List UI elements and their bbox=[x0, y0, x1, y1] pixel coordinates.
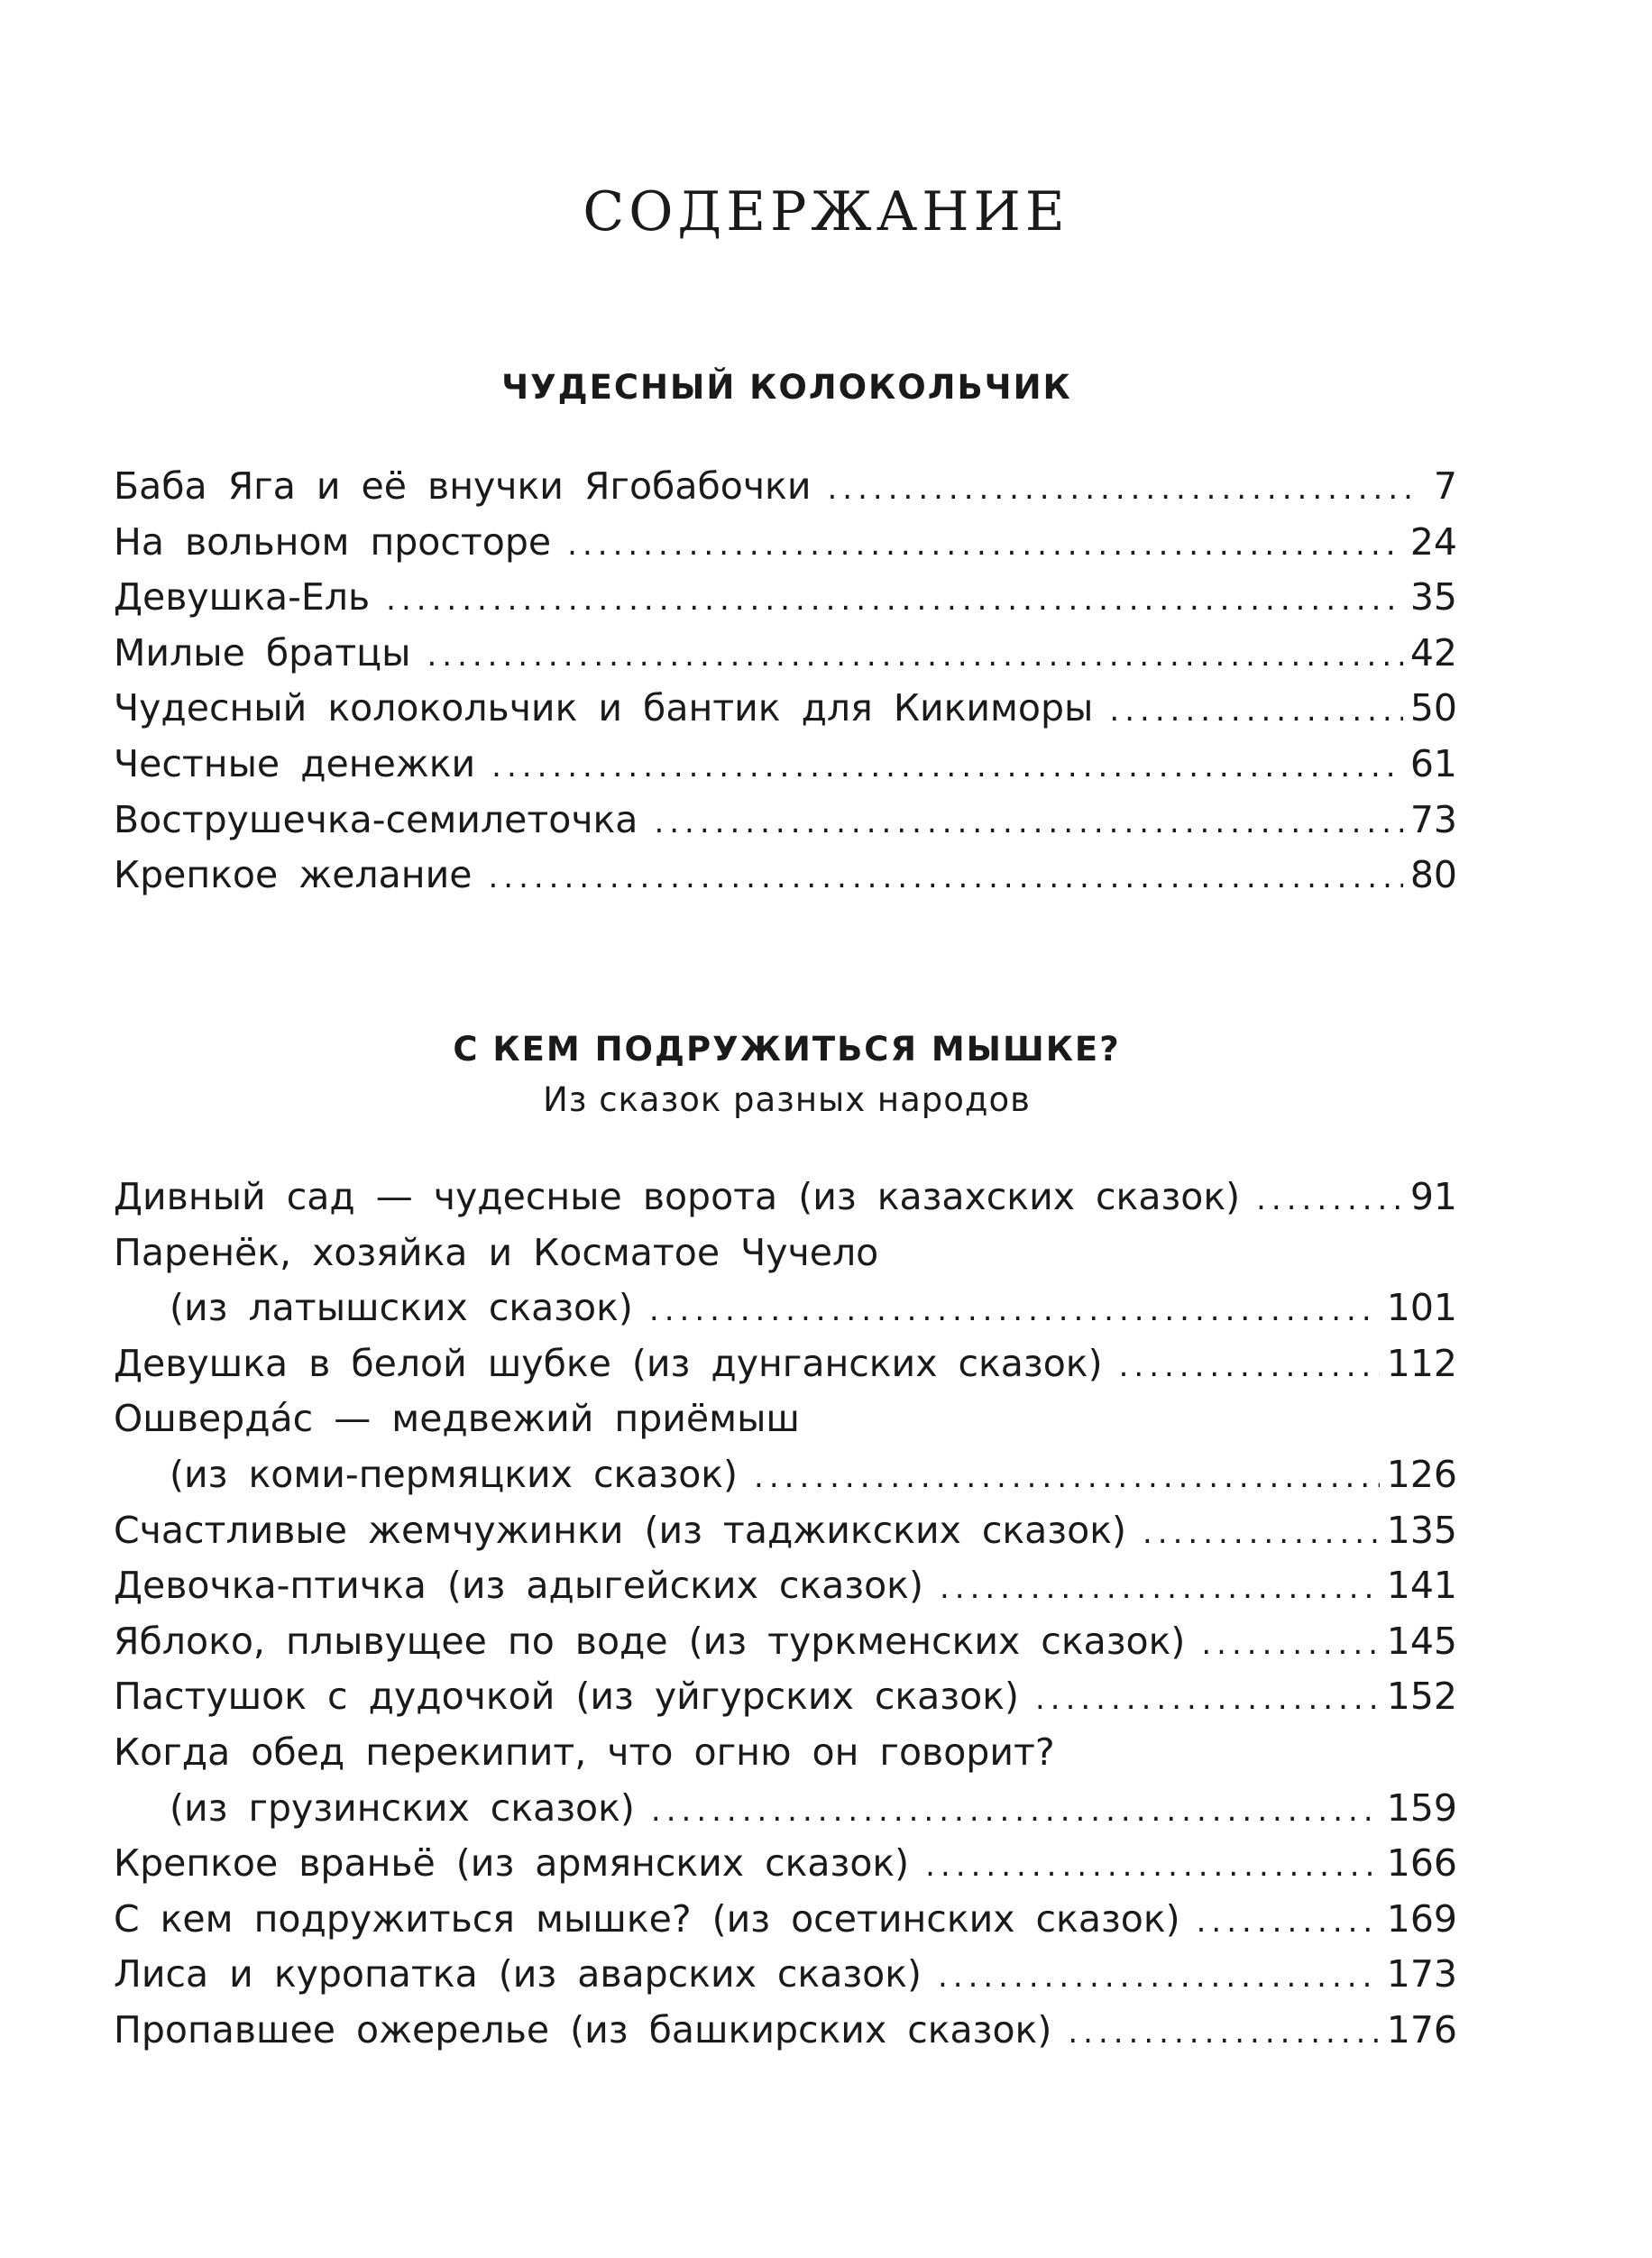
toc-entry-page: 24 bbox=[1409, 519, 1457, 564]
toc-entry[interactable] bbox=[114, 1897, 1457, 1953]
toc-entry-title: Ошвердáс — медвежий приёмыш bbox=[114, 1397, 800, 1441]
toc-entry[interactable] bbox=[114, 1286, 1457, 1342]
toc-entry-page: 176 bbox=[1386, 2007, 1457, 2051]
toc-entry[interactable] bbox=[114, 1620, 1457, 1675]
toc-entry-page: 50 bbox=[1409, 686, 1457, 730]
toc-entry-title: Яблоко, плывущее по воде (из туркменских сказок) bbox=[114, 1619, 1186, 1663]
toc-entry[interactable] bbox=[114, 575, 1457, 631]
toc-entry[interactable] bbox=[114, 798, 1457, 854]
toc-entry[interactable] bbox=[114, 853, 1457, 909]
dot-leader bbox=[1035, 1681, 1380, 1717]
section-heading: ЧУДЕСНЫЙ КОЛОКОЛЬЧИК bbox=[501, 368, 1072, 407]
dot-leader bbox=[1068, 2015, 1379, 2051]
dot-leader bbox=[567, 527, 1403, 563]
toc-list bbox=[114, 464, 1457, 909]
toc-entry[interactable] bbox=[114, 1786, 1457, 1842]
toc-entry-page: 80 bbox=[1409, 853, 1457, 897]
toc-entry[interactable] bbox=[114, 1175, 1457, 1231]
dot-leader bbox=[1256, 1181, 1403, 1217]
toc-entry-title: Девочка-птичка (из адыгейских сказок) bbox=[114, 1564, 923, 1608]
section-heading: С КЕМ ПОДРУЖИТЬСЯ МЫШКЕ? bbox=[453, 1030, 1121, 1069]
dot-leader bbox=[938, 1959, 1380, 1995]
dot-leader bbox=[654, 804, 1402, 840]
toc-entry[interactable] bbox=[114, 520, 1457, 576]
dot-leader bbox=[488, 859, 1402, 895]
toc-entry[interactable] bbox=[114, 631, 1457, 687]
dot-leader bbox=[1109, 693, 1402, 729]
dot-leader bbox=[1197, 1904, 1380, 1940]
dot-leader bbox=[1201, 1626, 1379, 1662]
toc-entry-page: 42 bbox=[1409, 630, 1457, 675]
dot-leader bbox=[754, 1459, 1380, 1495]
toc-entry-title: Крепкое враньё (из армянских сказок) bbox=[114, 1841, 910, 1886]
toc-entry-page: 145 bbox=[1386, 1619, 1457, 1663]
toc-entry-title-continued: (из коми-пермяцких сказок) bbox=[170, 1452, 739, 1496]
toc-entry-page: 112 bbox=[1386, 1341, 1457, 1385]
toc-entry-first-line[interactable] bbox=[114, 1730, 1457, 1786]
dot-leader bbox=[651, 1793, 1380, 1829]
toc-entry-page: 61 bbox=[1409, 741, 1457, 785]
toc-entry-title: Крепкое желание bbox=[114, 853, 473, 897]
toc-entry-title: Чудесный колокольчик и бантик для Кикиморы bbox=[114, 686, 1094, 730]
toc-entry-page: 101 bbox=[1386, 1286, 1457, 1330]
dot-leader bbox=[925, 1848, 1380, 1884]
dot-leader bbox=[1119, 1348, 1380, 1384]
toc-entry-page: 152 bbox=[1386, 1675, 1457, 1719]
toc-entry[interactable] bbox=[114, 2008, 1457, 2064]
toc-entry-page: 135 bbox=[1386, 1508, 1457, 1552]
toc-entry-page: 166 bbox=[1386, 1841, 1457, 1886]
toc-list bbox=[114, 1175, 1457, 2064]
dot-leader bbox=[827, 471, 1414, 507]
toc-entry-title-continued: (из латышских сказок) bbox=[170, 1286, 633, 1330]
toc-entry[interactable] bbox=[114, 1509, 1457, 1565]
toc-entry-page: 35 bbox=[1409, 575, 1457, 620]
toc-entry-first-line[interactable] bbox=[114, 1231, 1457, 1287]
toc-entry-page: 159 bbox=[1386, 1785, 1457, 1830]
toc-entry[interactable] bbox=[114, 1453, 1457, 1509]
dot-leader bbox=[649, 1292, 1380, 1328]
dot-leader bbox=[1143, 1515, 1380, 1551]
toc-entry-title: Девушка в белой шубке (из дунганских сказок) bbox=[114, 1341, 1103, 1385]
toc-entry[interactable] bbox=[114, 1675, 1457, 1730]
toc-entry-title: Лиса и куропатка (из аварских сказок) bbox=[114, 1952, 922, 1996]
toc-entry-page: 7 bbox=[1433, 464, 1457, 508]
toc-entry-page: 173 bbox=[1386, 1952, 1457, 1996]
dot-leader bbox=[386, 582, 1403, 618]
toc-entry-page: 91 bbox=[1409, 1175, 1457, 1218]
toc-entry-title: На вольном просторе bbox=[114, 519, 552, 564]
dot-leader bbox=[491, 748, 1403, 785]
toc-entry-title-continued: (из грузинских сказок) bbox=[170, 1785, 635, 1830]
toc-entry[interactable] bbox=[114, 1841, 1457, 1897]
toc-entry-title: Честные денежки bbox=[114, 741, 476, 785]
toc-entry[interactable] bbox=[114, 1952, 1457, 2008]
toc-entry-title: С кем подружиться мышке? (из осетинских сказок) bbox=[114, 1896, 1180, 1941]
toc-entry-title: Паренёк, хозяйка и Косматое Чучело bbox=[114, 1230, 879, 1274]
toc-entry-first-line[interactable] bbox=[114, 1397, 1457, 1453]
toc-entry[interactable] bbox=[114, 1342, 1457, 1398]
toc-entry[interactable] bbox=[114, 464, 1457, 520]
toc-entry[interactable] bbox=[114, 1564, 1457, 1620]
toc-entry-title: Вострушечка-семилеточка bbox=[114, 797, 638, 841]
page-title: СОДЕРЖАНИЕ bbox=[583, 180, 1069, 243]
toc-entry-page: 126 bbox=[1386, 1452, 1457, 1496]
toc-entry-page: 169 bbox=[1386, 1896, 1457, 1941]
toc-entry-title: Счастливые жемчужинки (из таджикских сказок) bbox=[114, 1508, 1126, 1552]
toc-entry-title: Баба Яга и её внучки Ягобабочки bbox=[114, 464, 812, 508]
dot-leader bbox=[940, 1570, 1380, 1606]
toc-entry-title: Милые братцы bbox=[114, 630, 411, 675]
section-subheading: Из сказок разных народов bbox=[543, 1080, 1031, 1119]
dot-leader bbox=[427, 638, 1402, 674]
toc-entry-title: Девушка-Ель bbox=[114, 575, 371, 620]
toc-entry-title: Пропавшее ожерелье (из башкирских сказок) bbox=[114, 2007, 1052, 2051]
toc-entry-page: 73 bbox=[1409, 797, 1457, 841]
toc-entry-title: Дивный сад — чудесные ворота (из казахских сказок) bbox=[114, 1175, 1241, 1218]
toc-entry[interactable] bbox=[114, 742, 1457, 798]
toc-entry-title: Пастушок с дудочкой (из уйгурских сказок) bbox=[114, 1675, 1019, 1719]
toc-entry-page: 141 bbox=[1386, 1564, 1457, 1608]
toc-entry[interactable] bbox=[114, 686, 1457, 742]
toc-entry-title: Когда обед перекипит, что огню он говорит? bbox=[114, 1730, 1055, 1774]
